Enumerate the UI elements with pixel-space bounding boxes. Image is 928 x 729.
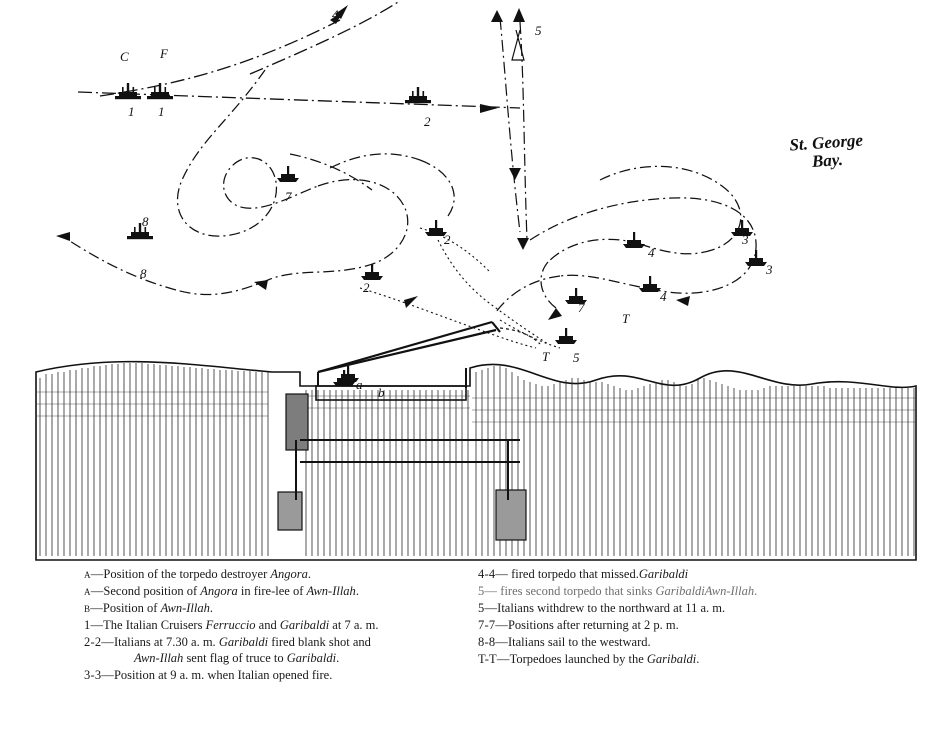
legend-text: Second position of: [103, 584, 201, 598]
legend-text: The Italian Cruisers: [103, 618, 206, 632]
mark-4-top: 4: [332, 7, 339, 22]
legend-entry: [478, 651, 898, 667]
legend-text: Italians sail to the westward.: [507, 635, 651, 649]
mark-8sub: 8: [140, 266, 147, 281]
legend-entry: [84, 583, 474, 599]
legend-ship-name: Ferruccio: [205, 618, 256, 632]
mark-t-lower: T: [542, 349, 550, 364]
mark-a2: a: [356, 377, 363, 392]
mark-a: a: [336, 374, 343, 389]
legend-key: b—: [84, 601, 103, 615]
legend-key: 5—: [478, 601, 498, 615]
legend-text: .: [355, 584, 359, 598]
legend-text: Position of the torpedo destroyer: [103, 567, 271, 581]
legend-column-right: [478, 566, 898, 668]
legend-text: .: [209, 601, 213, 615]
bay-label-line1: St. George: [788, 130, 864, 155]
legend-text: Position of: [102, 601, 161, 615]
legend-entry: [478, 583, 898, 599]
mark-1b: 1: [158, 104, 165, 119]
legend-text: .: [696, 652, 700, 666]
legend-ship-name: Garibaldi: [638, 567, 689, 581]
legend-ship-name: Awn-Illah: [704, 584, 755, 598]
bay-label: [789, 131, 865, 172]
mark-c: C: [120, 49, 129, 64]
legend-entry: [84, 600, 474, 616]
legend-ship-name: Angora: [270, 567, 308, 581]
mark-4-right: 4: [648, 245, 655, 260]
bay-label-line2: Bay.: [811, 149, 844, 171]
mark-f: F: [160, 46, 168, 61]
legend-ship-name: Awn-Illah: [306, 584, 356, 598]
mark-7sub: 7: [578, 300, 585, 315]
mark-2prime: 2: [444, 232, 451, 247]
legend-key: 2-2—: [84, 635, 114, 649]
legend-text: Position at 9 a. m. when Italian opened fire.: [113, 668, 333, 682]
legend-entry: [84, 667, 474, 683]
legend-text: .: [307, 567, 312, 581]
legend-text: fires second torpedo that sinks: [497, 584, 656, 598]
mark-3sub: 3: [766, 262, 773, 277]
legend-key: 1—: [84, 618, 104, 632]
legend-ship-name: Awn-Illah: [160, 601, 210, 615]
legend-key: 7-7—: [478, 618, 508, 632]
legend-text: Positions after returning at 2 p. m.: [507, 618, 679, 632]
legend-text: in fire-lee of: [237, 584, 307, 598]
legend-text: fired blank shot and: [268, 635, 371, 649]
legend-ship-name: Garibaldi: [655, 584, 705, 598]
legend-key: 8-8—: [478, 635, 508, 649]
mark-4sub: 4: [660, 289, 667, 304]
legend-text: at 7 a. m.: [329, 618, 379, 632]
legend-continuation: Awn-Illah sent flag of truce to Garibaldi.: [134, 651, 340, 665]
legend-entry: [478, 617, 898, 633]
legend-key: 5—: [478, 584, 498, 598]
legend-text: Italians at 7.30 a. m.: [113, 635, 219, 649]
mark-8: 8: [142, 214, 149, 229]
legend-key: 4-4—: [478, 567, 508, 581]
legend-key: a—: [84, 567, 104, 581]
legend-ship-name: Garibaldi: [279, 618, 330, 632]
mark-5-top: 5: [535, 23, 542, 38]
mark-3: 3: [742, 232, 749, 247]
legend-entry: [478, 634, 898, 650]
track-line: [78, 2, 520, 108]
legend-key: a—: [84, 584, 104, 598]
legend-column-left: [84, 566, 474, 684]
legend-text: and: [255, 618, 280, 632]
mark-5-lower: 5: [573, 350, 580, 365]
mark-2sub: 2: [363, 280, 370, 295]
legend-text: Torpedoes launched by the: [509, 652, 647, 666]
legend-entry: [478, 566, 898, 582]
legend-entry: [478, 600, 898, 616]
legend-text: .: [754, 584, 758, 598]
legend-ship-name: Garibaldi: [646, 652, 697, 666]
mark-7: 7: [285, 189, 292, 204]
legend-key: T-T—: [478, 652, 510, 666]
legend-ship-name: Garibaldi: [218, 635, 269, 649]
legend-ship-name: Angora: [200, 584, 238, 598]
legend-key: 3-3—: [84, 668, 114, 682]
legend: [0, 566, 928, 682]
legend-text: Italians withdrew to the northward at 11 a. m.: [497, 601, 726, 615]
legend-entry: [84, 617, 474, 633]
mark-1a: 1: [128, 104, 135, 119]
mark-b: b: [378, 385, 385, 400]
mark-t-right: T: [622, 311, 630, 326]
legend-text: fired torpedo that missed.: [507, 567, 639, 581]
mark-2-center: 2: [424, 114, 431, 129]
legend-entry: [84, 566, 474, 582]
legend-entry: [84, 634, 474, 666]
